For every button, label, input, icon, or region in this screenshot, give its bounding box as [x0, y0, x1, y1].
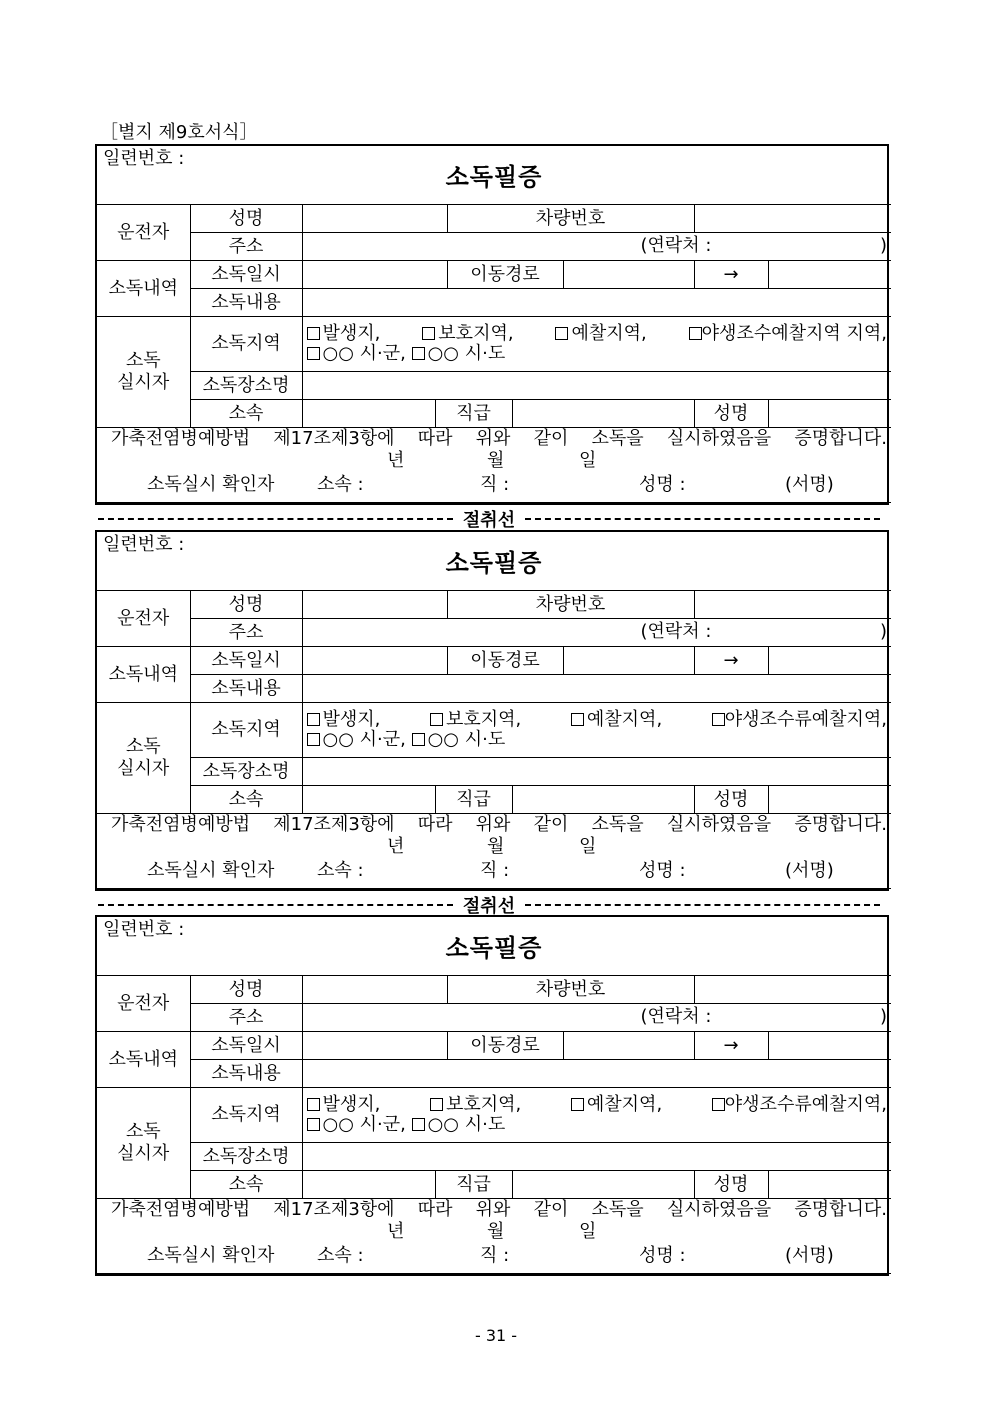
- checkbox-city[interactable]: [307, 733, 320, 746]
- checkbox-wildlife[interactable]: [689, 327, 702, 340]
- affiliation-label: 소속: [190, 400, 302, 428]
- confirmer-rank-label: 직 :: [480, 474, 510, 495]
- disinfection-certificate: [95, 144, 889, 505]
- affiliation-label: 소속: [190, 786, 302, 814]
- certificate-header: [97, 532, 891, 591]
- checkbox-city[interactable]: [307, 1118, 320, 1131]
- performer-label-line2: 실시자: [117, 372, 170, 393]
- performer-label-line2: 실시자: [117, 1143, 170, 1164]
- affiliation-field[interactable]: [302, 786, 435, 814]
- disinfection-area-label: 소독지역: [190, 703, 302, 758]
- vehicle-number-field[interactable]: [694, 591, 891, 619]
- confirmer-affiliation-label: 소속 :: [317, 474, 364, 495]
- disinfection-content-field[interactable]: [302, 289, 891, 317]
- signature-label: (서명): [785, 860, 834, 881]
- driver-label: 운전자: [97, 976, 190, 1032]
- vehicle-number-field[interactable]: [694, 976, 891, 1004]
- month-label: 월: [487, 450, 505, 471]
- option-protection: 보호지역,: [446, 1094, 522, 1115]
- route-to-field[interactable]: [768, 261, 891, 289]
- option-outbreak: 발생지,: [322, 323, 381, 344]
- disinfection-area-options: [302, 317, 891, 372]
- certificate-title: 소독필증: [445, 163, 543, 191]
- disinfection-content-label: 소독내용: [190, 1060, 302, 1088]
- dash-line-right: [525, 904, 880, 906]
- cut-line: [98, 892, 880, 918]
- disinfection-datetime-field[interactable]: [302, 261, 447, 289]
- route-arrow: →: [694, 647, 768, 675]
- option-city: ○○ 시·군,: [322, 729, 406, 750]
- disinfection-place-field[interactable]: [302, 758, 891, 786]
- certificate-table: [97, 146, 891, 503]
- route-from-field[interactable]: [563, 261, 694, 289]
- certificate-table: [97, 917, 891, 1274]
- checkbox-wildlife[interactable]: [712, 713, 725, 726]
- disinfection-place-field[interactable]: [302, 1143, 891, 1171]
- checkbox-province[interactable]: [412, 347, 425, 360]
- checkbox-surveillance[interactable]: [571, 1098, 584, 1111]
- option-province: ○○ 시·도: [427, 1114, 506, 1135]
- form-number-title: ［별지 제9호서식］: [100, 122, 258, 143]
- route-label: 이동경로: [447, 261, 563, 289]
- disinfection-place-label: 소독장소명: [190, 758, 302, 786]
- disinfection-place-field[interactable]: [302, 372, 891, 400]
- option-city: ○○ 시·군,: [322, 343, 406, 364]
- option-surveillance: 예찰지역,: [586, 1094, 663, 1115]
- disinfection-area-options: [302, 703, 891, 758]
- performer-name-field[interactable]: [768, 786, 891, 814]
- rank-field[interactable]: [512, 400, 694, 428]
- affiliation-field[interactable]: [302, 1171, 435, 1199]
- vehicle-number-label: 차량번호: [447, 205, 694, 233]
- disinfection-place-label: 소독장소명: [190, 372, 302, 400]
- rank-label: 직급: [435, 786, 512, 814]
- route-from-field[interactable]: [563, 647, 694, 675]
- option-protection: 보호지역,: [438, 323, 514, 344]
- disinfection-record-label: 소독내역: [97, 261, 190, 317]
- performer-name-label: 성명: [694, 786, 768, 814]
- option-outbreak: 발생지,: [322, 1094, 381, 1115]
- option-province: ○○ 시·도: [427, 343, 506, 364]
- address-label: 주소: [190, 1004, 302, 1032]
- certificate-title: 소독필증: [445, 549, 543, 577]
- disinfection-datetime-label: 소독일시: [190, 261, 302, 289]
- performer-label: [97, 1088, 190, 1199]
- checkbox-outbreak[interactable]: [307, 713, 320, 726]
- checkbox-surveillance[interactable]: [555, 327, 568, 340]
- performer-name-label: 성명: [694, 400, 768, 428]
- checkbox-protection[interactable]: [430, 713, 443, 726]
- confirmer-name-label: 성명 :: [639, 1245, 686, 1266]
- address-field[interactable]: [302, 233, 891, 261]
- dash-line-left: [98, 904, 453, 906]
- day-label: 일: [579, 1221, 597, 1242]
- cut-line-label: 절취선: [462, 896, 516, 917]
- driver-label: 운전자: [97, 591, 190, 647]
- address-field[interactable]: [302, 619, 891, 647]
- disinfection-area-label: 소독지역: [190, 1088, 302, 1143]
- disinfection-record-label: 소독내역: [97, 1032, 190, 1088]
- address-field[interactable]: [302, 1004, 891, 1032]
- performer-label-line1: 소독: [125, 1121, 161, 1142]
- serial-number-label: 일련번호 :: [103, 148, 185, 169]
- serial-number-label: 일련번호 :: [103, 919, 185, 940]
- driver-name-label: 성명: [190, 205, 302, 233]
- option-province: ○○ 시·도: [427, 729, 506, 750]
- driver-label: 운전자: [97, 205, 190, 261]
- performer-name-label: 성명: [694, 1171, 768, 1199]
- rank-field[interactable]: [512, 786, 694, 814]
- day-label: 일: [579, 450, 597, 471]
- confirmer-label: 소독실시 확인자: [147, 860, 275, 881]
- signature-label: (서명): [785, 1245, 834, 1266]
- checkbox-city[interactable]: [307, 347, 320, 360]
- option-wildlife: 야생조수예찰지역 지역,: [701, 323, 887, 344]
- statement-text: 가축전염병예방법 제17조제3항에 따라 위와 같이 소독을 실시하였음을 증명합니다.: [111, 1199, 887, 1220]
- option-surveillance: 예찰지역,: [571, 323, 647, 344]
- disinfection-record-label: 소독내역: [97, 647, 190, 703]
- disinfection-datetime-field[interactable]: [302, 647, 447, 675]
- driver-name-label: 성명: [190, 591, 302, 619]
- route-to-field[interactable]: [768, 1032, 891, 1060]
- rank-label: 직급: [435, 1171, 512, 1199]
- disinfection-certificate: [95, 915, 889, 1276]
- disinfection-datetime-label: 소독일시: [190, 1032, 302, 1060]
- confirmer-label: 소독실시 확인자: [147, 474, 275, 495]
- route-to-field[interactable]: [768, 647, 891, 675]
- contact-close: ): [879, 621, 887, 642]
- month-label: 월: [487, 1221, 505, 1242]
- checkbox-wildlife[interactable]: [712, 1098, 725, 1111]
- dash-line-left: [98, 518, 453, 520]
- route-label: 이동경로: [447, 647, 563, 675]
- vehicle-number-label: 차량번호: [447, 976, 694, 1004]
- option-surveillance: 예찰지역,: [586, 709, 663, 730]
- contact-close: ): [879, 1006, 887, 1027]
- year-label: 년: [387, 836, 405, 857]
- contact-label: (연락처 :: [640, 235, 712, 256]
- option-wildlife: 야생조수류예찰지역,: [724, 709, 887, 730]
- cut-line: [98, 506, 880, 532]
- affiliation-field[interactable]: [302, 400, 435, 428]
- day-label: 일: [579, 836, 597, 857]
- year-label: 년: [387, 1221, 405, 1242]
- vehicle-number-field[interactable]: [694, 205, 891, 233]
- signature-label: (서명): [785, 474, 834, 495]
- page-number: - 31 -: [474, 1326, 518, 1345]
- checkbox-province[interactable]: [412, 733, 425, 746]
- confirmer-label: 소독실시 확인자: [147, 1245, 275, 1266]
- certificate-header: [97, 146, 891, 205]
- driver-name-field[interactable]: [302, 976, 447, 1004]
- option-city: ○○ 시·군,: [322, 1114, 406, 1135]
- performer-label-line1: 소독: [125, 736, 161, 757]
- rank-field[interactable]: [512, 1171, 694, 1199]
- route-arrow: →: [694, 1032, 768, 1060]
- address-label: 주소: [190, 233, 302, 261]
- disinfection-datetime-label: 소독일시: [190, 647, 302, 675]
- serial-number-label: 일련번호 :: [103, 534, 185, 555]
- month-label: 월: [487, 836, 505, 857]
- contact-label: (연락처 :: [640, 621, 712, 642]
- disinfection-area-label: 소독지역: [190, 317, 302, 372]
- cut-line-label: 절취선: [462, 510, 516, 531]
- checkbox-outbreak[interactable]: [307, 1098, 320, 1111]
- performer-label-line2: 실시자: [117, 758, 170, 779]
- disinfection-datetime-field[interactable]: [302, 1032, 447, 1060]
- disinfection-content-field[interactable]: [302, 1060, 891, 1088]
- rank-label: 직급: [435, 400, 512, 428]
- performer-name-field[interactable]: [768, 1171, 891, 1199]
- address-label: 주소: [190, 619, 302, 647]
- statement-text: 가축전염병예방법 제17조제3항에 따라 위와 같이 소독을 실시하였음을 증명합니다.: [111, 428, 887, 449]
- confirmer-affiliation-label: 소속 :: [317, 860, 364, 881]
- contact-label: (연락처 :: [640, 1006, 712, 1027]
- certification-statement: [97, 1199, 891, 1274]
- checkbox-outbreak[interactable]: [307, 327, 320, 340]
- disinfection-certificate: [95, 530, 889, 891]
- disinfection-area-options: [302, 1088, 891, 1143]
- contact-close: ): [879, 235, 887, 256]
- checkbox-protection[interactable]: [430, 1098, 443, 1111]
- confirmer-affiliation-label: 소속 :: [317, 1245, 364, 1266]
- certification-statement: [97, 814, 891, 889]
- route-arrow: →: [694, 261, 768, 289]
- route-from-field[interactable]: [563, 1032, 694, 1060]
- affiliation-label: 소속: [190, 1171, 302, 1199]
- option-wildlife: 야생조수류예찰지역,: [724, 1094, 887, 1115]
- year-label: 년: [387, 450, 405, 471]
- performer-label: [97, 317, 190, 428]
- performer-label-line1: 소독: [125, 350, 161, 371]
- disinfection-place-label: 소독장소명: [190, 1143, 302, 1171]
- vehicle-number-label: 차량번호: [447, 591, 694, 619]
- performer-name-field[interactable]: [768, 400, 891, 428]
- confirmer-rank-label: 직 :: [480, 860, 510, 881]
- confirmer-rank-label: 직 :: [480, 1245, 510, 1266]
- option-outbreak: 발생지,: [322, 709, 381, 730]
- disinfection-content-label: 소독내용: [190, 289, 302, 317]
- checkbox-protection[interactable]: [422, 327, 435, 340]
- driver-name-field[interactable]: [302, 591, 447, 619]
- performer-label: [97, 703, 190, 814]
- checkbox-province[interactable]: [412, 1118, 425, 1131]
- driver-name-field[interactable]: [302, 205, 447, 233]
- certification-statement: [97, 428, 891, 503]
- disinfection-content-label: 소독내용: [190, 675, 302, 703]
- checkbox-surveillance[interactable]: [571, 713, 584, 726]
- certificate-table: [97, 532, 891, 889]
- confirmer-name-label: 성명 :: [639, 860, 686, 881]
- dash-line-right: [525, 518, 880, 520]
- confirmer-name-label: 성명 :: [639, 474, 686, 495]
- disinfection-content-field[interactable]: [302, 675, 891, 703]
- statement-text: 가축전염병예방법 제17조제3항에 따라 위와 같이 소독을 실시하였음을 증명합니다.: [111, 814, 887, 835]
- driver-name-label: 성명: [190, 976, 302, 1004]
- certificate-title: 소독필증: [445, 934, 543, 962]
- route-label: 이동경로: [447, 1032, 563, 1060]
- option-protection: 보호지역,: [446, 709, 522, 730]
- certificate-header: [97, 917, 891, 976]
